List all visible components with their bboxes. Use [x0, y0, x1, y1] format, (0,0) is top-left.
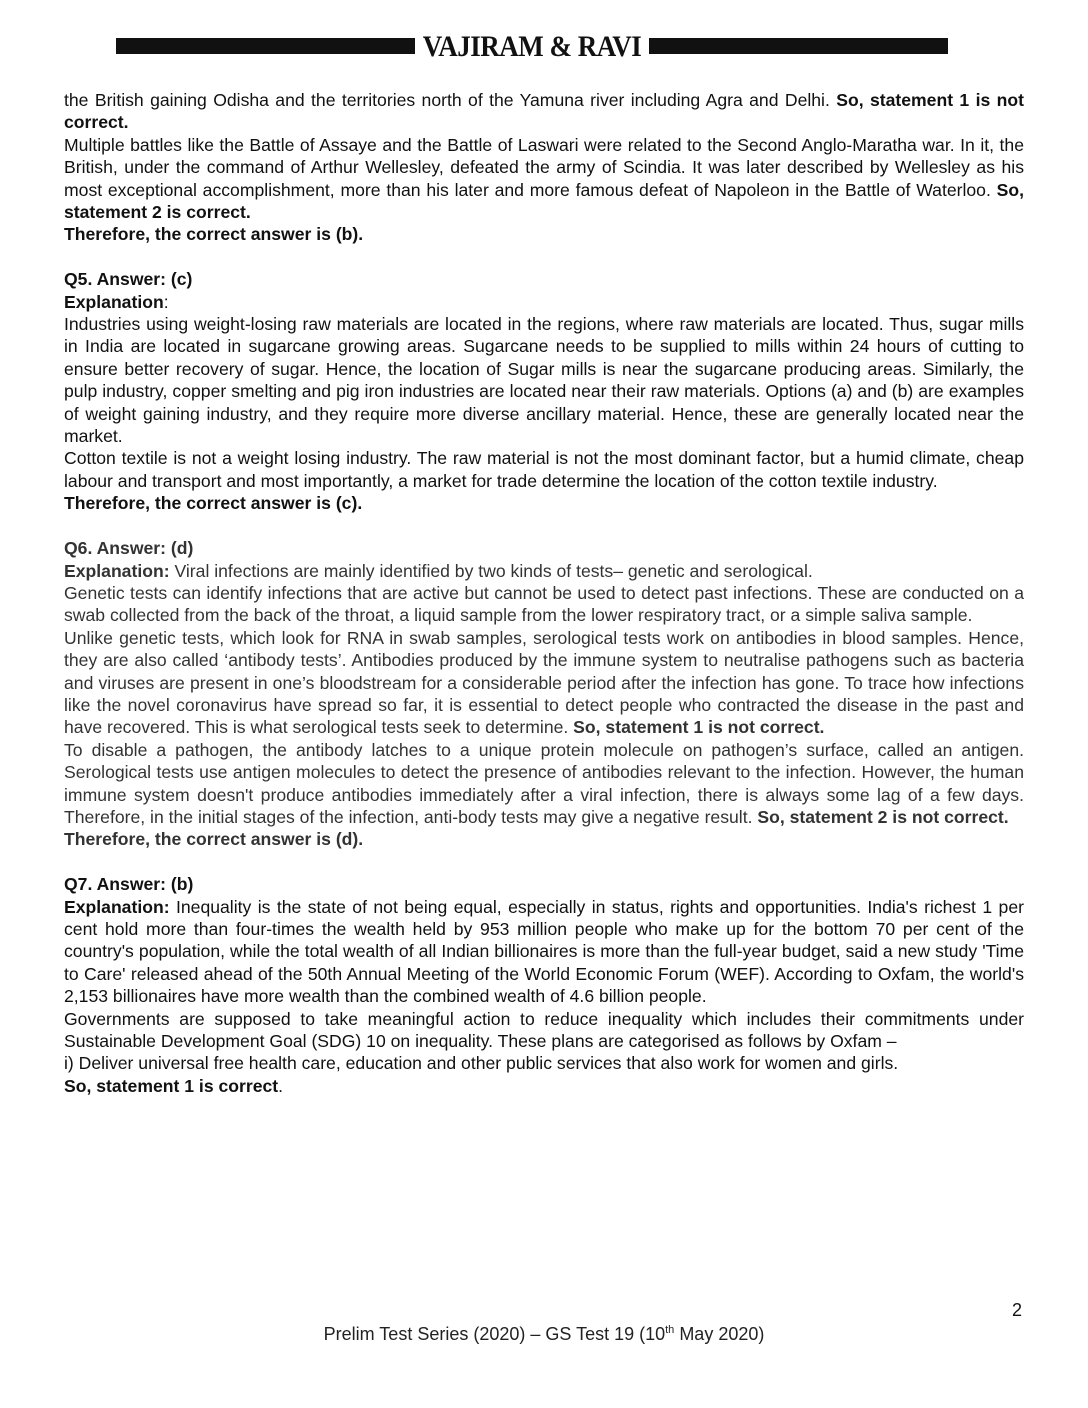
body-text: the British gaining Odisha and the territories north of the Yamuna river including Agra and Delhi.	[64, 90, 837, 110]
body-text: Multiple battles like the Battle of Assaye and the Battle of Laswari were related to the Second Anglo-Maratha war. In it, the British, under the command of Arthur Wellesley, defeated the army of Scindia. It was later described by Wellesley as his most exceptional accomplishment, more than his later and more famous defeat of Napoleon in the Battle of Waterloo.	[64, 134, 1024, 200]
answer-section	[64, 537, 1024, 851]
paragraph	[64, 268, 1024, 290]
bold-text: Explanation:	[64, 896, 176, 917]
bold-text: Therefore, the correct answer is (d).	[64, 829, 364, 850]
body-text: i) Deliver universal free health care, education and other public services that also work for women and girls.	[64, 1053, 899, 1074]
bold-text: So, statement 1 is correct	[64, 1075, 279, 1096]
paragraph	[64, 1075, 1024, 1097]
bold-text: So, statement 2 is not correct.	[757, 806, 1009, 827]
paragraph	[64, 896, 1024, 1008]
body-text: Governments are supposed to take meaningful action to reduce inequality which includes their commitments under Sustainable Development Goal (SDG) 10 on inequality. These plans are categorised as follows by Oxfam –	[64, 1008, 1024, 1052]
body-text: .	[278, 1075, 284, 1096]
bold-text: Therefore, the correct answer is (b).	[64, 224, 364, 245]
bold-text: So, statement 1 is not correct.	[573, 717, 825, 738]
answer-section	[64, 89, 1024, 246]
paragraph	[64, 582, 1024, 627]
bold-text: Q6. Answer: (d)	[64, 538, 194, 559]
paragraph	[64, 828, 1024, 850]
paragraph	[64, 873, 1024, 895]
bold-text: So, statement 1 is not correct.	[64, 90, 1024, 133]
header-bar-right	[649, 38, 948, 54]
footer-text: Prelim Test Series (2020) – GS Test 19 (10	[323, 1324, 666, 1344]
body-text: Viral infections are mainly identified by two kinds of tests– genetic and serological.	[174, 560, 813, 581]
paragraph	[64, 89, 1024, 134]
section-spacer	[64, 246, 1024, 268]
page-number: 2	[1012, 1300, 1023, 1320]
paragraph	[64, 291, 1024, 313]
footer-superscript: th	[665, 1324, 675, 1336]
paragraph	[64, 739, 1024, 829]
page-footer	[0, 1324, 1088, 1345]
body-text: Inequality is the state of not being equal, especially in status, rights and opportunities. India's richest 1 per cent hold more than four-times the wealth held by 953 million people who make up for the bottom 70 per cent of the country's population, while the total wealth of all Indian billionaires is more than the full-year budget, said a new study 'Time to Care' released ahead of the 50th Annual Meeting of the World Economic Forum (WEF). According to Oxfam, the world's 2,153 billionaires have more wealth than the combined wealth of 4.6 billion people.	[64, 896, 1024, 1007]
answer-section	[64, 268, 1024, 514]
paragraph	[64, 1008, 1024, 1053]
paragraph	[64, 1052, 1024, 1074]
body-text: To disable a pathogen, the antibody latches to a unique protein molecule on pathogen’s surface, called an antigen. Serological tests use antigen molecules to detect the presence of antibodies relevant to the infection. However, the human immune system doesn't produce antibodies immediately after a viral infection, there is always some lag of a few days. Therefore, in the initial stages of the infection, anti-body tests may give a negative result.	[64, 739, 1024, 827]
paragraph	[64, 537, 1024, 559]
body-text: Unlike genetic tests, which look for RNA in swab samples, serological tests work on antibodies in blood samples. Hence, they are also called ‘antibody tests’. Antibodies produced by the immune system to neutralise pathogens such as bacteria and viruses are present in one’s bloodstream for a considerable period after the infection has gone. To trace how infections like the novel coronavirus have spread so far, it is essential to detect people who contracted the disease in the past and have recovered. This is what serological tests seek to determine.	[64, 627, 1024, 738]
body-text: Industries using weight-losing raw materials are located in the regions, where raw materials are located. Thus, sugar mills in India are located in sugarcane growing areas. Sugarcane needs to be supplied to mills within 24 hours of cutting to ensure better recovery of sugar. Hence, the location of Sugar mills is near the sugarcane producing areas. Similarly, the pulp industry, copper smelting and pig iron industries are located near their raw materials. Options (a) and (b) are examples of weight gaining industry, and they require more diverse ancillary material. Hence, these are generally located near the market.	[64, 314, 1024, 447]
document-body	[64, 89, 1024, 1097]
bold-text: Q7. Answer: (b)	[64, 874, 194, 895]
paragraph	[64, 492, 1024, 514]
bold-text: Explanation	[64, 291, 164, 312]
body-text: Cotton textile is not a weight losing industry. The raw material is not the most dominant factor, but a humid climate, cheap labour and transport and most importantly, a market for trade determine the location of the cotton textile industry.	[64, 448, 1024, 491]
paragraph	[64, 313, 1024, 447]
paragraph	[64, 134, 1024, 224]
bold-text: Q5. Answer: (c)	[64, 269, 193, 290]
header-bar-left	[116, 38, 415, 54]
body-text: :	[163, 291, 169, 312]
bold-text: Therefore, the correct answer is (c).	[64, 493, 363, 514]
answer-section	[64, 873, 1024, 1097]
section-spacer	[64, 851, 1024, 873]
paragraph	[64, 627, 1024, 739]
paragraph	[64, 223, 1024, 245]
footer-text-end: May 2020)	[674, 1324, 765, 1344]
section-spacer	[64, 515, 1024, 537]
bold-text: Explanation:	[64, 560, 175, 581]
page-header	[116, 29, 948, 63]
body-text: Genetic tests can identify infections that are active but cannot be used to detect past infections. These are conducted on a swab collected from the back of the throat, a liquid sample from the lower respiratory tract, or a simple saliva sample.	[64, 582, 1024, 626]
paragraph	[64, 560, 1024, 582]
brand-logo-text: VAJIRAM & RAVI	[422, 29, 642, 63]
paragraph	[64, 447, 1024, 492]
bold-text: So, statement 2 is correct.	[64, 179, 1024, 223]
